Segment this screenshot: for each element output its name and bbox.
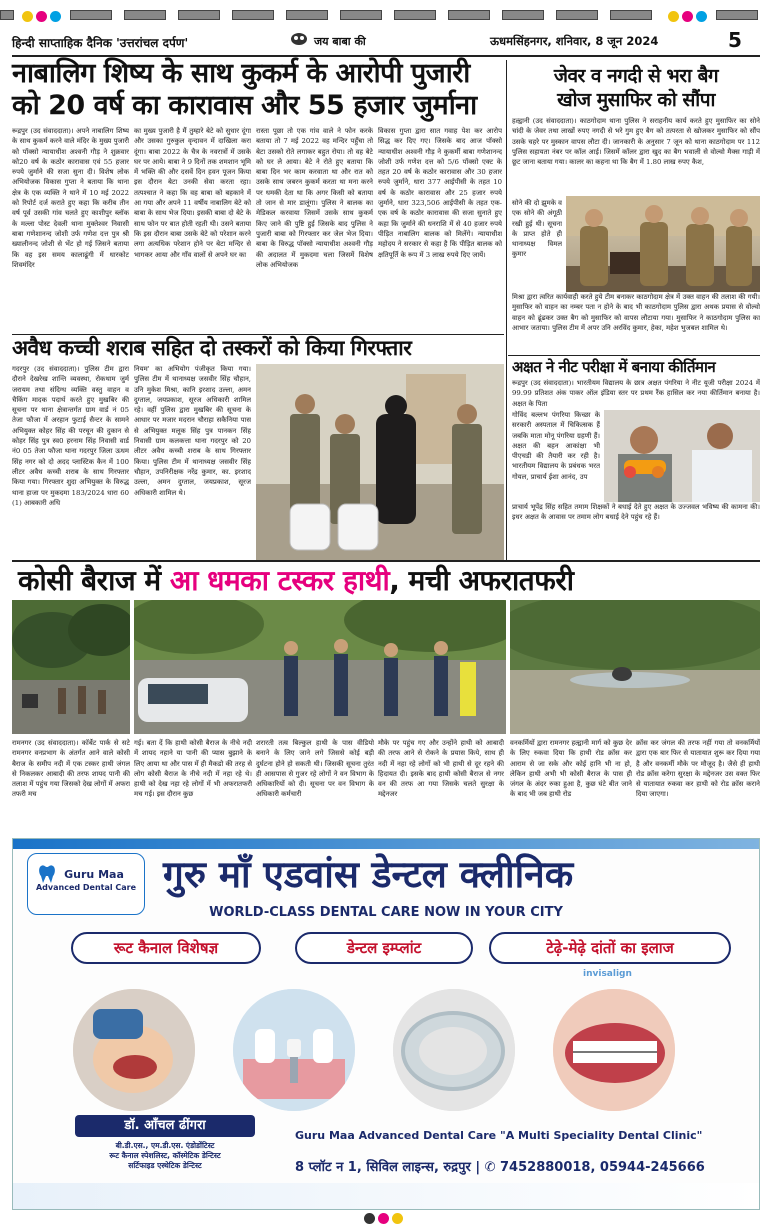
header-center-text: जय बाबा की [314, 35, 366, 48]
aligner-circle-photo [393, 989, 515, 1111]
story1-col2: का मुख्य पुजारी है मैं तुम्हारे बेटे को सुधार दूंगा और उसका गुरुकुल वृन्दावन में दाखिला करा दूंगा। बाबा 2022 के चैत्र के नवरात्रों में उसके घर पर आये। बाबा ने 9 दिनों तक शमशान भूमि में भक्ति की और दसवें दिन हवन पूजन किया इस दौरान बेटा उनकी सेवा करता रहा। तत्पश्चात ने कहा कि वह बाबा को बहकाने में आ गया और अपने 11 वर्षीय नाबालिग बेटे को बाबा के साथ भेज दिया। इसकी बाबा दो बेटे के साथ फोन पर बात होती रहती थी। उसने बताया कि इस दौरान बाबा उसके बेटे को परेशान करने लगा अत्यधिक परेशान होने पर बेटा मन्दिर से भागकर आया और गाँव वालों से अपने घर का [134, 127, 251, 259]
implant-circle-photo [233, 989, 355, 1111]
story1-headline [12, 58, 500, 122]
story5-headline [18, 563, 760, 599]
ad-bottom-band [13, 1183, 759, 1209]
story1-col1: रूद्रपुर (उद संवाददाता)। अपने नाबालिग शिष्य के साथ कुकर्म करने वाले मंदिर के मुख्य पुजारी को पॉक्सो न्यायाधीश अश्वनी गौड़ ने शुक्रवार को20 वर्ष के कठोर कारावास एवं 55 हजार रुपये जुर्माने की सजा सुना दी। विशेष लोक अभियोजक विकास गुप्ता ने बताया कि थाना क्षेत्र के एक व्यक्ति ने थाने में 10 मई 2022 को रिपोर्ट दर्ज कराते हुए कहा कि करीब तीन वर्ष पूर्व उसकी गांव चलते हुए काशीपुर ब्लॉक के मल्ला पोस्ट देवली थाना मुक्तेश्वर निवासी बाबा गणेशानन्द जोशी उर्फ गणेश दत्त पुत्र श्री ख्यालीनन्द जोशी से भेंट हो गई जिसने बताया कि वह इस समय कालाढूंगी में धारकोट शिवमंदिर [12, 127, 129, 269]
dentist-circle-photo [73, 989, 195, 1111]
emblem-icon [290, 32, 308, 46]
registration-strip [0, 0, 770, 26]
story2-headline-line1: जेवर व नगदी से भरा बैग [553, 65, 719, 87]
story5-headline-part1: कोसी बैराज में [18, 564, 170, 597]
police-photo [566, 196, 760, 292]
story4-headline: अक्षत ने नीट परीक्षा में बनाया कीर्तिमान [512, 358, 716, 376]
story1-col4: विकास गुप्ता द्वारा सात गवाह पेश कर आरोप सिद्ध कर दिए गए। जिसके बाद आज पॉक्सो न्यायाधीश अश्वनी गौड़ ने कुकर्मी बाबा गणेशानन्द जोशी उर्फ गणेश दत्त को 5/6 पॉक्सो एक्ट के तहत 20 वर्ष के कठोर कारावास और 30 हजार रुपये जुर्माने, धारा 377 आईपीसी के तहत 10 वर्ष के कठोर कारावास और 25 हजार रुपये जुर्माने, धारा 323,506 आईपीसी के तहत एक-एक वर्ष के कठोर कारावास की सजा सुनाते हुए कहा कि जुर्माने की धनराशि में से 40 हजार रुपये पीड़ित नाबालिग बालक को मिलेंगे। न्यायाधीश महोदय ने सरकार से कहा है कि पीड़ित बालक को क्षतिपूर्ति के रूप में 3 लाख रुपये दिए जायें। [378, 127, 502, 259]
clinic-line: Guru Maa Advanced Dental Care "A Multi Speciality Dental Clinic" [295, 1129, 703, 1142]
service-implant: डेन्टल इम्प्लांट [295, 932, 473, 964]
story5-headline-part2: आ धमका टस्कर हाथी [169, 564, 390, 597]
story3-col1: गदरपुर (उद संवाददाता)। पुलिस टीम द्वारा दौराने देखरेख शान्ति व्यवस्था, रोकथाम जुर्म जरायम तथा संदिग्ध व्यक्ति वस्तु वाहन व चैकिंग मादक पदार्थ करते हुए मुखबिर की सूचना पर थाना क्षेत्रान्तर्गत ग्राम वार्ड नं 05 तेजा फौजा में अरहान फुटाई सैन्टर के सामने अभियुक्त कोहर सिंह की परचून की दुकान से कोहर सिंह पुत्र स्व0 हरनाम सिंह निवासी वार्ड नं0 05 तेजा फौजा थाना गदरपुर जिला ऊधम सिंह नगर को दो अदद प्लास्टिक कैन में 100 लीटर अवैध कच्ची शराब के साथ गिरफ्तार किया गया। गिरफ्तार शुदा अभियुक्त के विरुद्ध थाना हाजा पर मुकदमा 183/2024 धारा 60 (1) आबकारी अधि [12, 365, 129, 507]
story1-headline-line1: नाबालिग शिष्य के साथ कुकर्म के आरोपी पुजारी [12, 58, 470, 89]
page-header [12, 30, 760, 54]
doctor-qual-1: बी.डी.एस., एम.डी.एस. एंडोडोंटिस्ट [115, 1141, 215, 1150]
bottom-registration [0, 1212, 770, 1226]
doctor-qual-2: रूट कैनाल स्पेशलिस्ट, कॉस्मेटिक डेन्टिस्ट [109, 1151, 221, 1160]
address-line: 8 प्लॉट न 1, सिविल लाइन्स, रुद्रपुर | ✆ 7452880018, 05944-245666 [295, 1160, 705, 1175]
invisalign-label: invisalign [583, 969, 632, 979]
doctor-quals [47, 1141, 283, 1171]
doctor-name: डॉ. आँचल ढींगरा [75, 1115, 255, 1137]
crowd-photo [134, 600, 506, 734]
student-photo [604, 410, 760, 502]
story2-body-bottom: मिश्रा द्वारा त्वरित कार्यवाही करते हुये टीम बनाकर काठगोदाम क्षेत्र में उक्त वाहन की तलाश की गयी। मुसाफिर को वाहन का नम्बर पता न होने के बाद भी काठगोदाम पुलिस द्वारा अथक प्रयास से वोल्वो वाहन को ढूंढकर उक्त बैग को मुसाफिर को वापस लौटाया गया। मुसाफिर ने काठगोदाम पुलिस का आभार जताया। पुलिस टीम में अपर उनि अरविंद कुमार, हेका, महेश भुजबल शामिल थे। [512, 293, 760, 332]
story2-body-top: हल्द्वानी (उद संवाददाता)। काठगोदाम थाना पुलिस ने सराहनीय कार्य करते हुए मुसाफिर का सोने चांदी के जेवर तथा लाखों रुपए नगदी से भरे गुम हुए बैग को तत्परता से खोजकर मुसाफिर को सौंप उसके चहरे पर मुस्कान वापस लौटा दी। जानकारी के अनुसार 7 जून को थाना काठगोदाम पर 112 पुलिस सहायता नंबर पर कॉल आई। जिसमें कॉलर द्वारा खुद का बैग भवाली से वोल्वो मैक्स गाड़ी में छूट जाना बताया गया। कालर का कहना था कि बैग में 1.80 लाख रुपए कैश, [512, 117, 760, 167]
story4-body-top: रूद्रपुर (उद संवाददाता)। भारतीयम विद्यालय के छात्र अक्षत पंगरिया ने नीट यूजी परीक्षा 2024 में 99.99 प्रतिशत अंक पाकर ऑल इंडिया स्तर पर प्रथम रैंक हासिल कर नया कीर्तिमान बनाया है। अक्षत के पिता [512, 379, 760, 408]
place-date: ऊधमसिंहनगर, शनिवार, 8 जून 2024 [490, 34, 659, 48]
river-elephant-photo [510, 600, 760, 734]
story2-body-side: सोने की दो झुमके व एक सोने की अंगूठी रखी हुई थी। सूचना के प्राप्त होते ही थानाध्यक्ष विमल कुमार [512, 199, 562, 259]
story5-headline-part3: , मची अफरातफरी [389, 564, 574, 597]
story4-body-side: गोविंद बल्लभ पंगरिया किच्छा के सरकारी अस्पताल में चिकित्सक हैं जबकि माता मोनू पंगरिया ग्रहणी हैं। अक्षत की बहन आकांक्षा भी पीएचडी की तैयारी कर रही है। भारतीयम विद्यालय के प्रबंधक भरत गोयल, प्राचार्य ईशा आनंद, उप [512, 411, 600, 481]
story5-col2: गई। बता दें कि हाथी कोसी बैराज के नीचे नदी में शायद नहाने या पानी की प्यास बुझाने के लिए आया था और पास में ही मैकडो की तरह से लोग कोसी बैराज के नीचे नदी में नहा रहे थे। हाथी को देख नहा रहे लोगों में भी अफरातफरी मच गई। इस दौरान कुछ [134, 739, 252, 799]
story5-col1: रामनगर (उद संवाददाता)। कॉर्बेट पार्क से सटे रामनगर वनप्रभाग के अंतर्गत आने वाले कोसी बैराज के समीप नदी में एक टस्कर हाथी जंगल से निकलकर आबादी की तरफ शायद पानी की तलाश में पहुंच गया जिसको देख लोगों में अफरा तफरी मच [12, 739, 130, 799]
story5-col6: क्रॉस कर जंगल की तरफ नहीं गया तो वनकर्मियों द्वारा एक बार फिर से यातायात शुरू कर दिया गया है और वनकर्मी मौके पर मौजूद है। जैसे ही हाथी रोड क्रॉस करेगा सुरक्षा के मद्देनजर उस वक्त फिर से यातायात रुकवा कर हाथी को रोड क्रॉस कराने दिया जाएगा। [636, 739, 760, 799]
braces-circle-photo [553, 989, 675, 1111]
story5-col4: मौके पर पहुंच गए और उन्होंने हाथी को आबादी की तरफ आने से रोकने के प्रयास किये, साथ ही नदी में नहा रहे लोगों को भी हाथी से दूर रहने की हिदायत दी। इसके बाद हाथी कोसी बैराज से नगर वन की तरफ आ गया जिसके चलते सुरक्षा के मद्देनजर [378, 739, 504, 799]
service-root-canal: रूट कैनाल विशेषज्ञ [71, 932, 261, 964]
ad-logo-line2: Advanced Dental Care [35, 883, 137, 892]
tooth-icon [38, 864, 56, 884]
story5-col3: शरारती तत्व बिल्कुल हाथी के पास वीडियो बनाने के लिए जाने लगे जिससे कोई बड़ी दुर्घटना होने हो सकती थी। जिसकी सूचना तुरंत ही आसपास से गुजर रहे लोगों ने वन विभाग के अधिकारियों को दी। सूचना पर वन विभाग के अधिकारी कर्मचारी [256, 739, 374, 799]
ad-title: गुरु माँ एडवांस डेन्टल क्लीनिक [163, 853, 574, 896]
paper-name: हिन्दी साप्ताहिक दैनिक 'उत्तरांचल दर्पण' [12, 36, 189, 50]
ad-tagline: WORLD-CLASS DENTAL CARE NOW IN YOUR CITY [209, 905, 563, 920]
liquor-seizure-photo [256, 364, 504, 560]
story3-col2: नियम' का अभियोग पंजीकृत किया गया। पुलिस टीम में थानाध्यक्ष जसवीर सिंह चौहान, उनि मुकेश मिश्रा, कानि इरशाद उल्ला, अमन दुग्ताल, जयप्रकाश, सूरज अधिकारी शामिल रहे। वहीं पुलिस द्वारा मुखबिर की सूचना के आधार पर मजार मदरान चौराहा सकैनिया पास से अभियुक्त मलूक सिंह पुत्र पानकन सिंह निवासी ग्राम कलकत्ता थाना गदरपुर को 20 लीटर अवैध कच्ची शराब के साथ गिरफ्तार किया। पुलिस टीम में थानाध्यक्ष जसवीर सिंह चौहान, उपनिरीक्षक नरेंद्र कुमार, का. इरशाद उल्ला, अमन दुग्ताल, जयप्रकाश, सूरज अधिकारी शामिल थे। [134, 365, 251, 497]
story4-body-bottom: प्राचार्य भूपेंद्र सिंह सहित तमाम शिक्षकों ने बधाई देते हुए अक्षत के उज्जवल भविष्य की कामना की। इधर अक्षत के आवास पर तमाम लोग बधाई देने पहुंच रहे हैं। [512, 503, 760, 522]
story5-col5: वनकर्मियों द्वारा रामनगर हल्द्वानी मार्ग को कुछ देर के लिए रुकवा दिया कि हाथी रोड क्रॉस कर आराम से जा सके और कोई हानि भी ना हो, लेकिन हाथी अभी भी कोसी बैराज के पास ही जंगल के अंदर रुका हुआ है, कुछ घंटे बीत जाने के बाद भी जब हाथी रोड [510, 739, 632, 799]
story2-headline [512, 64, 760, 112]
story3-headline: अवैध कच्ची शराब सहित दो तस्करों को किया गिरफ्तार [12, 336, 412, 360]
story1-headline-line2: को 20 वर्ष का कारावास और 55 हजार जुर्माना [12, 90, 477, 121]
dental-clinic-ad [12, 838, 760, 1210]
story1-col3: रास्ता पूछा तो एक गांव वाले ने फोन करके बताया तो 7 मई 2022 वह मन्दिर पहुँचा तो बेटा उसको रोते लगाकर बहुत रोया। तो वह बेटे को घर ले आया। बेटे ने रोते हुए बताया कि बाबा दिन भर काम करवाता था और रात को उसके साथ जबरन कुकर्म करता था मना करने पर धमकी देता था कि अगर किसी को बताया तो जान से मार डालूंगा। पुलिस ने बालक का मेडिकल करवाया जिसमें उसके साथ कुकर्म किए जाने की पुष्टि हुई जिसके बाद पुलिस ने पुजारी बाबा को गिरफ्तार कर जेल भेज दिया। बाबा के विरुद्ध पॉक्सो न्यायाधीश अश्वनी गौड़ की अदालत में मुकदमा चला जिसमें विशेष लोक अभियोजक [256, 127, 373, 269]
page-number: 5 [728, 28, 742, 52]
service-braces: टेढ़े-मेढ़े दांतों का इलाज [489, 932, 731, 964]
elephant-road-photo [12, 600, 130, 734]
ad-logo-line1: Guru Maa [64, 868, 124, 881]
doctor-qual-3: सर्टिफाइड एस्थेटिक डेन्टिस्ट [128, 1161, 202, 1170]
story2-headline-line2: खोज मुसाफिर को सौंपा [557, 89, 715, 111]
